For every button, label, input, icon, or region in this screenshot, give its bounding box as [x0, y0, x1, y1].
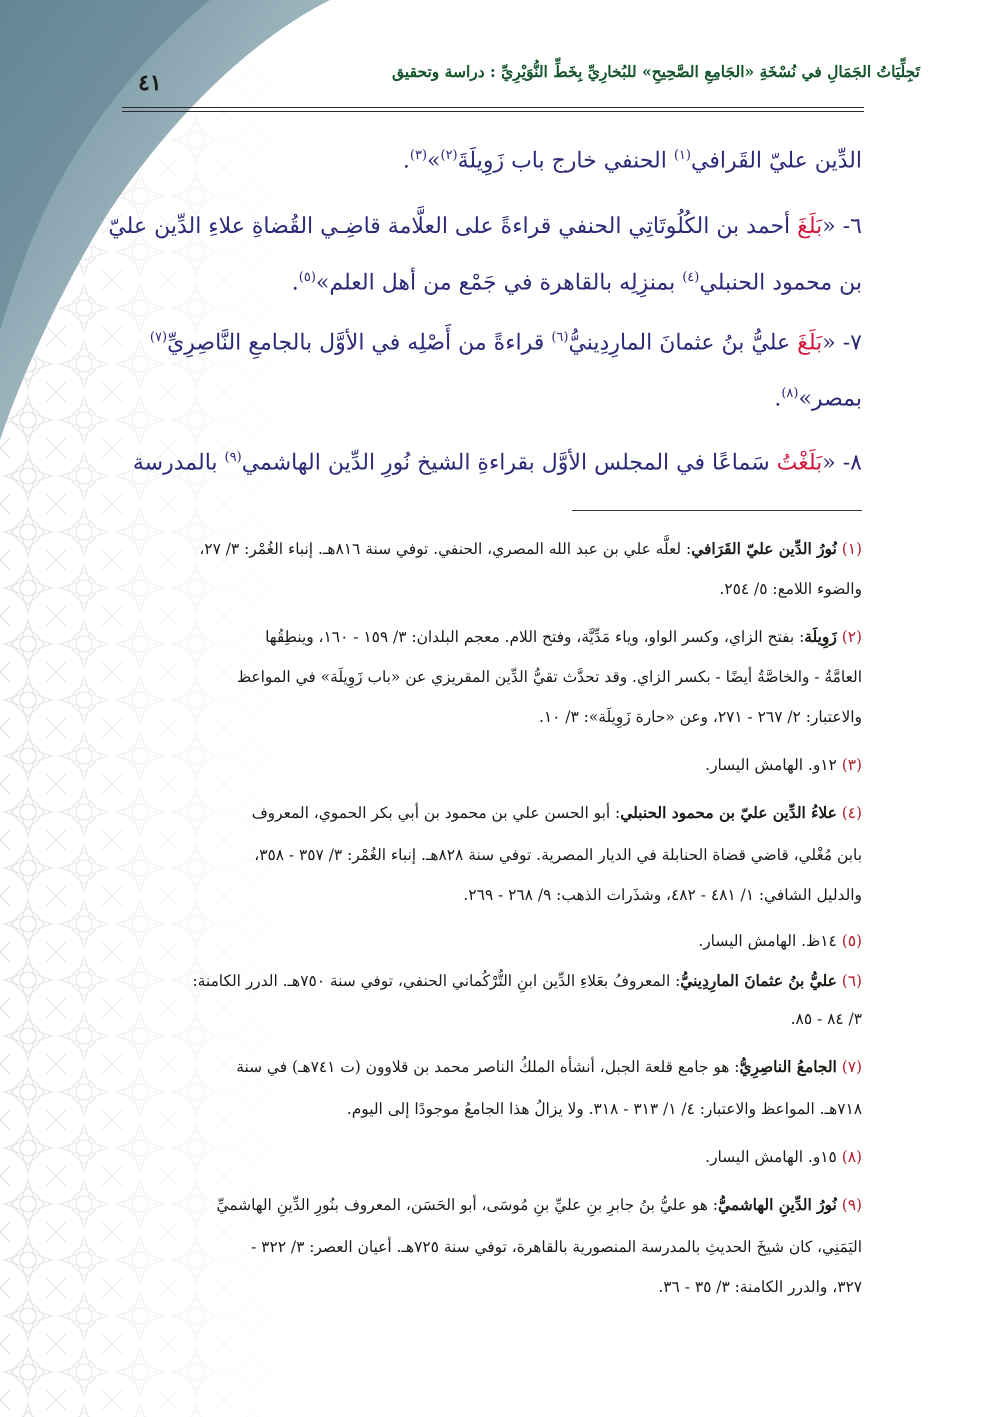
main-line — [292, 270, 862, 295]
footnote-number: (١) — [836, 540, 862, 558]
footnote-line — [216, 1196, 862, 1214]
main-line — [133, 450, 862, 475]
footnote-term: علاءُ الدِّين عليّ بن محمود الحنبلي — [620, 804, 837, 822]
text-segment: اليَمَنِي، كان شيخَ الحديثِ بالمدرسة المنصورية بالقاهرة، توفي سنة ٧٢٥هـ. أعيان العصر: ٣/ ٣٢٢ - — [251, 1238, 862, 1256]
footnote-line — [539, 708, 862, 726]
text-segment: ١٤ظ. الهامش اليسار. — [698, 932, 837, 950]
footnote-line — [463, 886, 862, 904]
text-segment: الدِّين عليّ القَرافي — [690, 148, 862, 174]
footnote-line — [791, 1010, 862, 1028]
text-segment: والدليل الشافي: ١/ ٤٨١ - ٤٨٢، وشذَرات الذهب: ٩/ ٢٦٨ - ٢٦٩. — [463, 886, 862, 904]
text-segment: أحمد بن الكُلُوتَاتِي الحنفي قراءةً على العلَّامة قاضِـي القُضاةِ علاءِ الدِّين عليّ — [108, 214, 798, 239]
footnote-separator — [572, 510, 862, 511]
footnote-line — [698, 932, 862, 950]
header-rule-top — [122, 107, 864, 108]
keyword-text: بَلَغْتُ — [776, 450, 823, 476]
text-segment: : لعلَّه علي بن عبد الله المصري، الحنفي. توفي سنة ٨١٦هـ. إنباء الغُمْر: ٣/ ٢٧، — [199, 540, 692, 558]
header-rule-bottom — [122, 111, 864, 112]
main-line — [150, 330, 862, 355]
footnote-term: الجامعُ الناصِرِيُّ — [739, 1058, 837, 1076]
footnote-line — [265, 628, 862, 646]
footnote-line — [192, 972, 862, 990]
text-segment: سَماعًا في المجلس الأوَّل بقراءةِ الشيخ نُورِ الدِّين الهاشمي — [241, 450, 777, 476]
footnote-ref: (٨) — [781, 386, 799, 401]
footnote-line — [252, 804, 862, 822]
footnote-ref: (٥) — [298, 270, 316, 285]
text-segment: ٨- « — [822, 450, 862, 476]
footnote-number: (٤) — [836, 804, 862, 822]
footnote-number: (٢) — [836, 628, 862, 646]
footnote-term: نُورُ الدِّينِ الهاشميُّ — [718, 1196, 837, 1214]
text-segment: الحنفي خارج باب زَوِيلَةَ — [457, 148, 674, 174]
keyword-text: بَلَغَ — [797, 330, 823, 356]
text-segment: : أبو الحسن علي بن محمود بن أبي بكر الحموي، المعروف — [251, 804, 621, 822]
text-segment: ٦- « — [822, 214, 862, 239]
footnote-line — [347, 1100, 862, 1118]
footnote-line — [705, 756, 862, 774]
text-segment: : هو عليُّ بنُ جابرِ بنِ عليِّ بنِ مُوسَى، أبو الحَسَن، المعروف بنُورِ الدِّينِ الهاشميِّ — [216, 1196, 718, 1214]
footnote-line — [236, 1058, 862, 1076]
text-segment: ٧- « — [822, 330, 862, 356]
footnote-ref: (٦) — [551, 330, 569, 345]
main-line — [108, 214, 862, 239]
footnote-number: (٨) — [836, 1148, 862, 1166]
footnote-number: (٣) — [836, 756, 862, 774]
text-segment: » — [427, 148, 441, 174]
text-segment: . — [402, 148, 410, 174]
text-segment: قراءةً من أَصْلِه في الأوَّل بالجامعِ النَّاصِرِيِّ — [167, 330, 552, 356]
text-segment: ٧١٨هـ. المواعظ والاعتبار: ٤/ ١/ ٣١٣ - ٣١٨. ولا يزالُ هذا الجامعُ موجودًا إلى اليوم. — [346, 1100, 862, 1118]
text-segment: والضوء اللامع: ٥/ ٢٥٤. — [719, 580, 862, 598]
text-segment: بمنزِلِه بالقاهرة في جَمْع من أهل العلم» — [315, 270, 683, 296]
text-segment: ١٥و. الهامش اليسار. — [705, 1148, 837, 1166]
text-segment: . — [774, 386, 782, 412]
text-segment: ٣/ ٨٤ - ٨٥. — [790, 1010, 862, 1028]
footnote-line — [237, 668, 862, 686]
footnote-ref: (٣) — [409, 148, 428, 163]
footnote-number: (٩) — [836, 1196, 862, 1214]
main-line — [403, 148, 862, 173]
footnote-line — [254, 846, 862, 864]
keyword-text: بَلَغَ — [797, 214, 823, 239]
footnote-ref: (٧) — [149, 330, 168, 345]
footnote-term: عليُّ بنُ عثمانَ المارِدِينيُّ — [680, 972, 837, 990]
footnote-ref: (٤) — [682, 270, 700, 285]
text-segment: ١٢و. الهامش اليسار. — [705, 756, 837, 774]
text-segment: . — [291, 270, 299, 296]
text-segment: بن محمود الحنبلي — [699, 270, 862, 296]
text-segment: : بفتح الزاي، وكسر الواو، وياء مَدِّيَّة، وفتح اللام. معجم البلدان: ٣/ ١٥٩ - ١٦٠، وينطِقُها — [265, 628, 805, 646]
main-line — [774, 386, 862, 411]
footnote-ref: (٩) — [224, 450, 242, 465]
page-number: ٤١ — [138, 70, 162, 96]
running-header-title: تَجِلِّيَاتُ الجَمَالِ في نُسْخَةِ «الجَامِعِ الصَّحِيحِ» للبُخارِيِّ بِخَطِّ النُّوَيْرِيِّ : دراسة وتحقيق — [392, 62, 920, 81]
footnote-ref: (١) — [673, 148, 691, 163]
footnote-number: (٧) — [836, 1058, 862, 1076]
footnote-line — [658, 1278, 862, 1296]
text-segment: ٣٢٧، والدرر الكامنة: ٣/ ٣٥ - ٣٦. — [658, 1278, 862, 1296]
footnote-number: (٦) — [836, 972, 862, 990]
text-segment: : المعروفُ بعَلاءِ الدِّين ابنِ التُّرْكُماني الحنفي، توفي سنة ٧٥٠هـ. الدرر الكامنة: — [192, 972, 681, 990]
text-segment: بمصر» — [798, 386, 862, 412]
footnote-term: نُورُ الدِّين عليّ القَرَافي — [691, 540, 837, 558]
footnote-number: (٥) — [836, 932, 862, 950]
footnote-line — [705, 1148, 862, 1166]
footnote-line — [251, 1238, 862, 1256]
text-segment: بابن مُغْلي، قاضي قضاة الحنابلة في الديار المصرية. توفي سنة ٨٢٨هـ. إنباء الغُمْر: ٣/ ٣٥٧ - ٣٥٨، — [254, 846, 862, 864]
text-segment: بالمدرسة — [132, 450, 225, 476]
text-segment: والاعتبار: ٢/ ٢٦٧ - ٢٧١، وعن «حارة زَوِيلَة»: ٣/ ١٠. — [538, 708, 862, 726]
text-segment: عليُّ بنُ عثمانَ المارِدِينيُّ — [568, 330, 798, 356]
footnote-term: زَوِيلَة — [804, 628, 837, 646]
text-segment: العامَّةُ - والخاصَّةُ أيضًا - بكسر الزاي. وقد تحدَّث تقيُّ الدِّين المقريزي عن «باب زَوِيلَة» في المواعظ — [236, 668, 862, 686]
footnote-line — [199, 540, 862, 558]
text-segment: : هو جامع قلعة الجبل، أنشأه الملكُ الناصر محمد بن قلاوون (ت ٧٤١هـ) في سنة — [236, 1058, 740, 1076]
footnote-line — [719, 580, 862, 598]
footnote-ref: (٢) — [440, 148, 458, 163]
